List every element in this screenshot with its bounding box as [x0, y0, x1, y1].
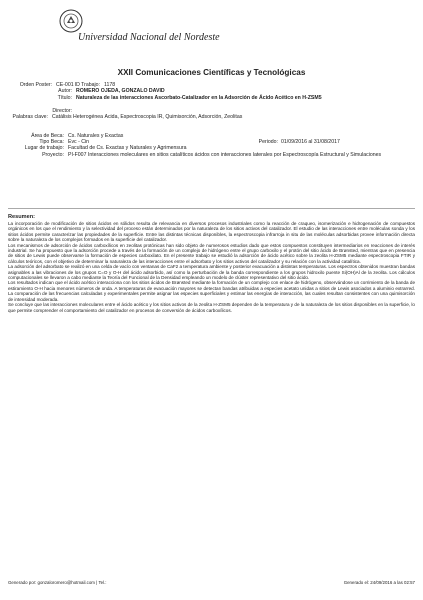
- tipo-value: Evc - Cin: [68, 138, 90, 145]
- abstract-paragraph: Los mecanismos de adsorción de ácidos carboxílicos en zeolitas protónicas han sido objeto de numerosos estudios dado que estos compuestos constituyen intermediarios en reacciones de interés industrial. Se ha propuesto que la adsorción procede a través de la formación de un complejo de hidrógeno entre el grupo carboxilo y el protón del sitio ácido de Brønsted, mientras que en presencia de sitios de Lewis puede observarse la formación de especies carboxilato. En el presente trabajo se estudió la adsorción de ácido acético sobre la zeolita H-ZSM5 mediante espectroscopia FTIR y cálculos teóricos, con el objetivo de determinar la naturaleza de las interacciones entre el adsorbato y los sitios activos del catalizador y su relación con la actividad catalítica.: [8, 242, 415, 264]
- section-divider: [8, 208, 415, 209]
- proyecto-value: PI-F007 Interacciones moleculares en sitios catalíticos ácidos con interacciones laterales por Espectroscopía Estructural y Simulaciones: [68, 151, 382, 158]
- lugar-value: Facultad de Cs. Exactas y Naturales y Agrimensura: [68, 145, 187, 152]
- proyecto-label: Proyecto:: [42, 151, 64, 158]
- orden-label: Orden Poster:: [19, 82, 52, 88]
- meta-row-titulo: [8, 95, 416, 108]
- periodo-value: 01/09/2016 al 31/08/2017: [281, 138, 340, 145]
- university-logo: [58, 8, 220, 52]
- metadata-block: [8, 82, 416, 165]
- abstract-body: [8, 221, 415, 313]
- area-label: Área de Beca:: [31, 132, 64, 139]
- id-label: ID Trabajo:: [74, 82, 100, 88]
- abstract-paragraph: Los resultados indican que el ácido acético interacciona con los sitios ácidos de Brønsted mediante la formación de un complejo con enlace de hidrógeno, observándose un corrimiento de la banda de estiramiento O-H hacia menores números de onda. A temperaturas de evacuación mayores se detectan bandas atribuidas a especies acetato unidas a sitios de Lewis asociados a aluminio extrarred. La comparación de las frecuencias calculadas y experimentales permite asignar las especies superficiales y estimar las energías de interacción, las cuales resultan consistentes con una quimisorción de intensidad moderada.: [8, 280, 415, 302]
- abstract-heading: Resumen:: [8, 214, 36, 220]
- tipo-label: Tipo Beca:: [39, 138, 64, 145]
- event-title: XXII Comunicaciones Científicas y Tecnológicas: [117, 68, 306, 77]
- abstract-paragraph: Se concluye que las interacciones moleculares entre el ácido acético y los sitios activos de la zeolita H-ZSM5 dependen de la temperatura y de la naturaleza de los sitios disponibles en la superficie, lo que permite comprender el comportamiento del catalizador en procesos de conversión de ácidos carboxílicos.: [8, 302, 415, 313]
- area-value: Cs. Naturales y Exactas: [68, 132, 124, 139]
- orden-value: CE-001: [56, 82, 74, 88]
- periodo-label: Periodo:: [258, 138, 278, 145]
- palabras-value: Catálisis Heterogénea Ácida, Espectroscopia IR, Quimisorción, Adsorción, Zeolitas: [52, 114, 243, 121]
- id-value: 1178: [104, 82, 116, 88]
- university-seal-icon: [58, 8, 84, 34]
- university-name: Universidad Nacional del Nordeste: [78, 32, 220, 43]
- lugar-label: Lugar de trabajo:: [24, 145, 64, 152]
- meta-spacer: [8, 121, 416, 133]
- footer-generated-date: Generado el: 24/09/2016 a las 02:57: [343, 580, 415, 585]
- autor-label: Autor:: [58, 88, 72, 95]
- palabras-label: Palabras clave:: [12, 114, 48, 121]
- director-label: Director:: [52, 107, 72, 114]
- abstract-paragraph: La adsorción del adsorbato se realizó en una celda de vacío con ventanas de CaF2 a temperatura ambiente y posterior evacuación a distintas temperaturas. Los espectros obtenidos muestran bandas asignables a las vibraciones de los grupos C=O y O-H del ácido adsorbido, así como la perturbación de la banda correspondiente a los grupos hidroxilo puente Si(OH)Al de la zeolita. Los cálculos computacionales se llevaron a cabo mediante la Teoría del Funcional de la Densidad empleando un modelo de clúster representativo del sitio ácido.: [8, 264, 415, 281]
- titulo-label: Título:: [57, 94, 72, 101]
- page-footer: [8, 580, 415, 585]
- footer-generated-by: Generado por: gonzaloromero@hotmail.com | Tel.:: [8, 580, 107, 585]
- abstract-paragraph: La incorporación de modificación de sitios ácidos en sólidos resulta de relevancia en diversos procesos industriales como la reacción de craqueo, isomerización e hidrogenación de compuestos orgánicos en los que el rendimiento y la selectividad del proceso están determinados por la naturaleza de los sitios activos del catalizador. El estudio de las interacciones entre moléculas sonda y los sitios ácidos permite caracterizar las propiedades de la superficie. Entre las distintas técnicas disponibles, la espectroscopia infrarroja in situ de las moléculas adsorbidas provee información directa sobre la naturaleza de los complejos formados en la superficie del catalizador.: [8, 221, 415, 243]
- titulo-value: Naturaleza de las interacciones Ascorbato-Catalizador en la Adsorción de Ácido Acético en H-ZSM5: [76, 94, 322, 101]
- meta-row-proyecto: [8, 152, 416, 165]
- autor-value: ROMERO OJEDA, GONZALO DAVID: [76, 88, 165, 95]
